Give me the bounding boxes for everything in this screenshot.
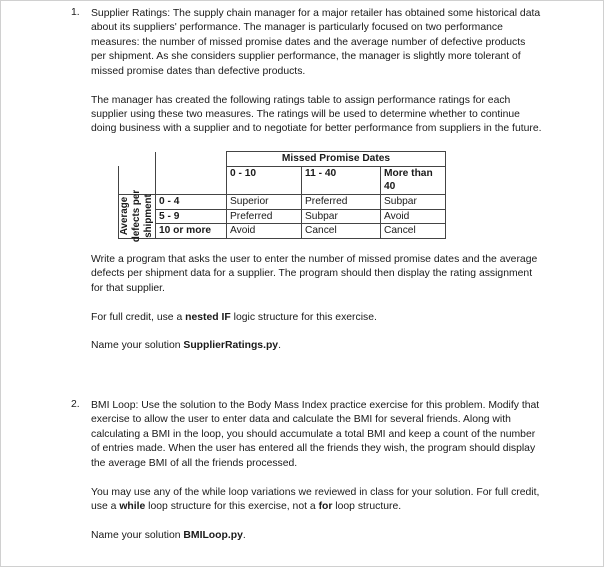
col-header: More than 40 — [381, 166, 446, 194]
row-header: 0 - 4 — [156, 195, 227, 210]
rating-cell: Preferred — [302, 195, 381, 210]
row-group-header — [119, 190, 156, 243]
rating-cell: Subpar — [302, 209, 381, 224]
table-corner — [156, 152, 227, 167]
rating-cell: Avoid — [381, 209, 446, 224]
question-1-credit: For full credit, use a nested IF logic structure for this exercise. — [91, 311, 377, 323]
question-1-para2: The manager has created the following ratings table to assign performance ratings for each supplier using these two measures. The ratings will be used to determine whether to continue doing business with a supplier and to negotiate for better performance from suppliers in the future. — [91, 94, 542, 135]
question-2-solution-name: Name your solution BMILoop.py. — [91, 529, 246, 541]
col-header: 11 - 40 — [302, 166, 381, 194]
rating-cell: Cancel — [302, 224, 381, 239]
col-group-header: Missed Promise Dates — [227, 152, 446, 167]
question-2 — [72, 399, 542, 558]
col-header: 0 - 10 — [227, 166, 302, 194]
question-2-loop-note: You may use any of the while loop variations we reviewed in class for your solution. For full credit, use a while loop structure for this exercise, not a for loop structure. — [91, 486, 540, 512]
row-header: 10 or more — [156, 224, 227, 239]
rating-cell: Avoid — [227, 224, 302, 239]
question-2-number: 2. — [71, 399, 80, 410]
rating-cell: Subpar — [381, 195, 446, 210]
rating-cell: Cancel — [381, 224, 446, 239]
question-1 — [72, 7, 542, 368]
question-1-intro: Supplier Ratings: The supply chain manager for a major retailer has obtained some historical data about its suppliers' performance. The manager is particularly focused on two performance measures: the number of missed promise dates and the average number of defective products per shipment. As she considers supplier performance, the manager is slightly more tolerant of missed promise dates than defective products. — [91, 8, 541, 77]
question-1-para3: Write a program that asks the user to enter the number of missed promise dates and the average defects per shipment data for a supplier. The program should then display the rating assignment for that supplier. — [91, 253, 538, 294]
rating-cell: Preferred — [227, 209, 302, 224]
row-group-label: Average defects per shipment — [119, 190, 154, 243]
ratings-table — [118, 151, 446, 243]
question-1-solution-name: Name your solution SupplierRatings.py. — [91, 340, 281, 352]
table-corner — [119, 152, 156, 167]
question-1-number: 1. — [71, 7, 80, 18]
rating-cell: Superior — [227, 195, 302, 210]
table-corner — [156, 166, 227, 194]
question-2-intro: BMI Loop: Use the solution to the Body Mass Index practice exercise for this problem. Modify that exercise to allow the user to enter data and calculate the BMI for several friends. Along with calculating a BMI in the loop, you should accumulate a total BMI and keep a count of the number of entries made. When the user has entered all the friends they wish, the program should display the average BMI of all the friends processed. — [91, 400, 540, 469]
row-header: 5 - 9 — [156, 209, 227, 224]
